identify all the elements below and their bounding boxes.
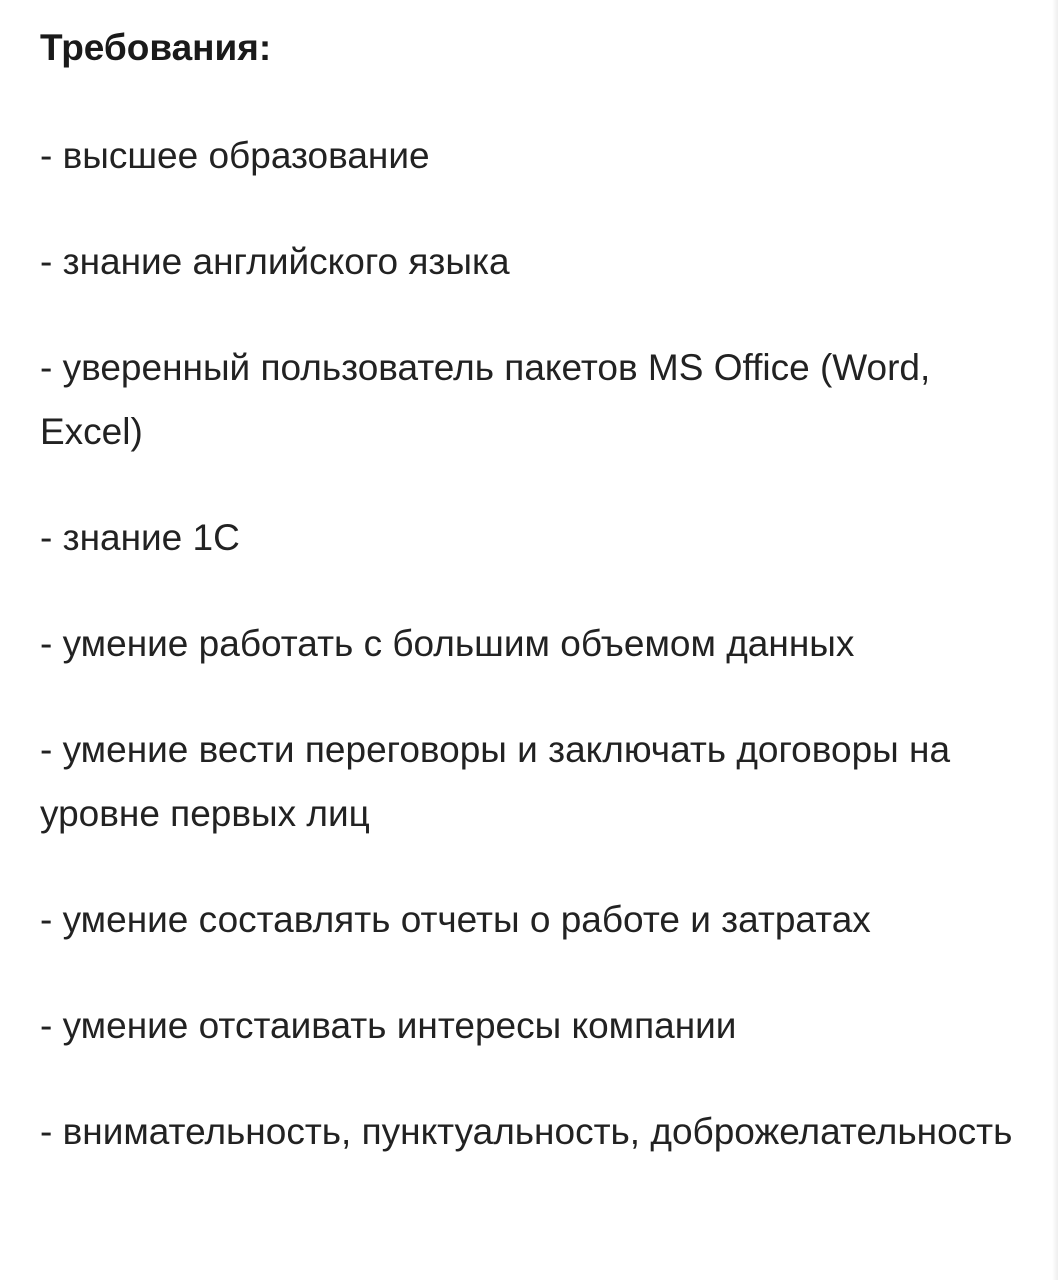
right-edge-shadow [1052,0,1058,1280]
list-item-company-interests: - умение отстаивать интересы компании [40,1005,737,1046]
list-item-higher-education: - высшее образование [40,135,430,176]
list-item-personal-qualities: - внимательность, пунктуальность, доброжелательность [40,1111,1013,1152]
list-item-ms-office: - уверенный пользователь пакетов MS Office (Word, Excel) [40,347,931,452]
list-item-1c: - знание 1С [40,517,240,558]
list-item-reports: - умение составлять отчеты о работе и затратах [40,899,871,940]
list-item-english: - знание английского языка [40,241,510,282]
list-item-negotiations: - умение вести переговоры и заключать договоры на уровне первых лиц [40,729,951,834]
list-item-large-data: - умение работать с большим объемом данных [40,623,855,664]
requirements-list [40,124,1030,1206]
requirements-heading: Требования: [40,27,272,68]
